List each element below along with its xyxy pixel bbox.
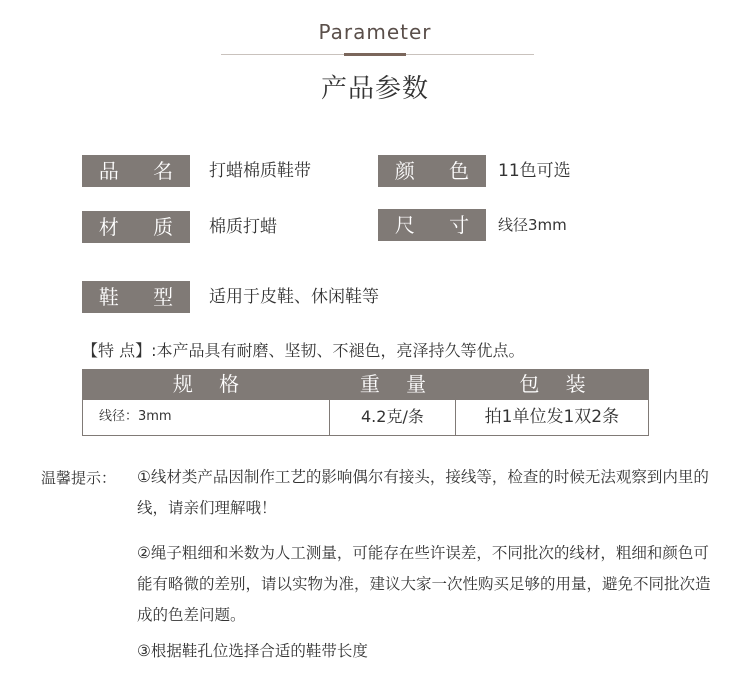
spec-table — [82, 369, 649, 436]
tip-item-2: ②绳子粗细和米数为人工测量，可能存在些许误差，不同批次的线材，粗细和颜色可能有略微的差别，请以实物为准，建议大家一次性购买足够的用量，避免不同批次造成的色差问题。 — [137, 544, 711, 624]
param-value-color: 11色可选 — [498, 161, 571, 181]
tip-item-3: ③根据鞋孔位选择合适的鞋带长度 — [137, 642, 368, 660]
spec-cell-package: 拍1单位发1双2条 — [484, 407, 620, 427]
section-title-cn: 产品参数 — [320, 74, 429, 104]
table-row — [82, 400, 649, 436]
tip-item-1: ①线材类产品因制作工艺的影响偶尔有接头，接线等，检查的时候无法观察到内里的线，请亲们理解哦！ — [137, 468, 709, 517]
param-label-size: 尺 寸 — [378, 209, 486, 241]
section-title-en: Parameter — [318, 20, 432, 44]
spec-header-spec: 规 格 — [172, 372, 250, 396]
feature-text: 【特 点】:本产品具有耐磨、坚韧、不褪色，亮泽持久等优点。 — [82, 341, 525, 360]
param-value-material: 棉质打蜡 — [209, 217, 277, 237]
param-label-material: 材 质 — [82, 211, 190, 243]
param-label-name: 品 名 — [82, 155, 190, 187]
spec-cell-spec: 线径：3mm — [83, 400, 330, 435]
param-value-name: 打蜡棉质鞋带 — [209, 161, 311, 181]
param-value-size: 线径3mm — [498, 216, 567, 234]
param-label-color: 颜 色 — [378, 155, 486, 187]
title-divider-accent — [344, 53, 406, 56]
param-value-type: 适用于皮鞋、休闲鞋等 — [209, 287, 379, 307]
tips-label: 温馨提示： — [41, 469, 117, 487]
spec-header-weight: 重 量 — [359, 372, 437, 396]
spec-table-header — [82, 369, 649, 400]
spec-header-package: 包 装 — [519, 372, 596, 396]
param-label-type: 鞋 型 — [82, 281, 190, 313]
spec-cell-weight: 4.2克/条 — [330, 400, 456, 435]
